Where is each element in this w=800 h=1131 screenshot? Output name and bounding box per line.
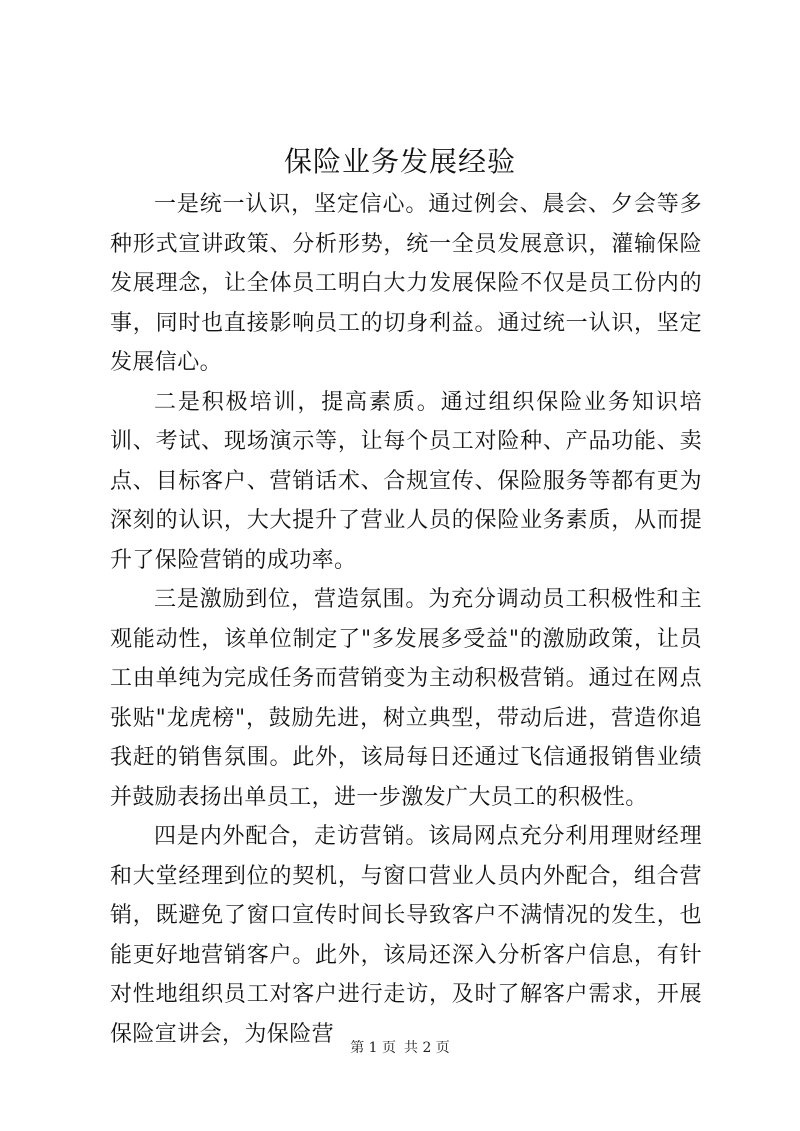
- document-title: 保险业务发展经验: [283, 145, 516, 178]
- page-total: 共 2 页: [404, 1040, 450, 1056]
- page-number: 第 1 页: [350, 1040, 396, 1056]
- paragraph-4: 四是内外配合，走访营销。该局网点充分利用理财经理和大堂经理到位的契机，与窗口营业人员内外配合，组合营销，既避免了窗口宣传时间长导致客户不满情况的发生，也能更好地营销客户。此外，该局还深入分析客户信息，有针对性地组织员工对客户进行走访，及时了解客户需求，开展保险宣讲会，为保险营: [110, 824, 702, 1047]
- paragraph-2: 二是积极培训，提高素质。通过组织保险业务知识培训、考试、现场演示等，让每个员工对险种、产品功能、卖点、目标客户、营销话术、合规宣传、保险服务等都有更为深刻的认识，大大提升了营业人员的保险业务素质，从而提升了保险营销的成功率。: [110, 389, 702, 573]
- document-body: [110, 185, 702, 1054]
- paragraph-3: 三是激励到位，营造氛围。为充分调动员工积极性和主观能动性，该单位制定了"多发展多受益"的激励政策，让员工由单纯为完成任务而营销变为主动积极营销。通过在网点张贴"龙虎榜"，鼓励先进，树立典型，带动后进，营造你追我赶的销售氛围。此外，该局每日还通过飞信通报销售业绩并鼓励表扬出单员工，进一步激发广大员工的积极性。: [110, 587, 702, 810]
- page-footer: [0, 1038, 800, 1058]
- paragraph-1: 一是统一认识，坚定信心。通过例会、晨会、夕会等多种形式宣讲政策、分析形势，统一全员发展意识，灌输保险发展理念，让全体员工明白大力发展保险不仅是员工份内的事，同时也直接影响员工的切身利益。通过统一认识，坚定发展信心。: [110, 192, 702, 375]
